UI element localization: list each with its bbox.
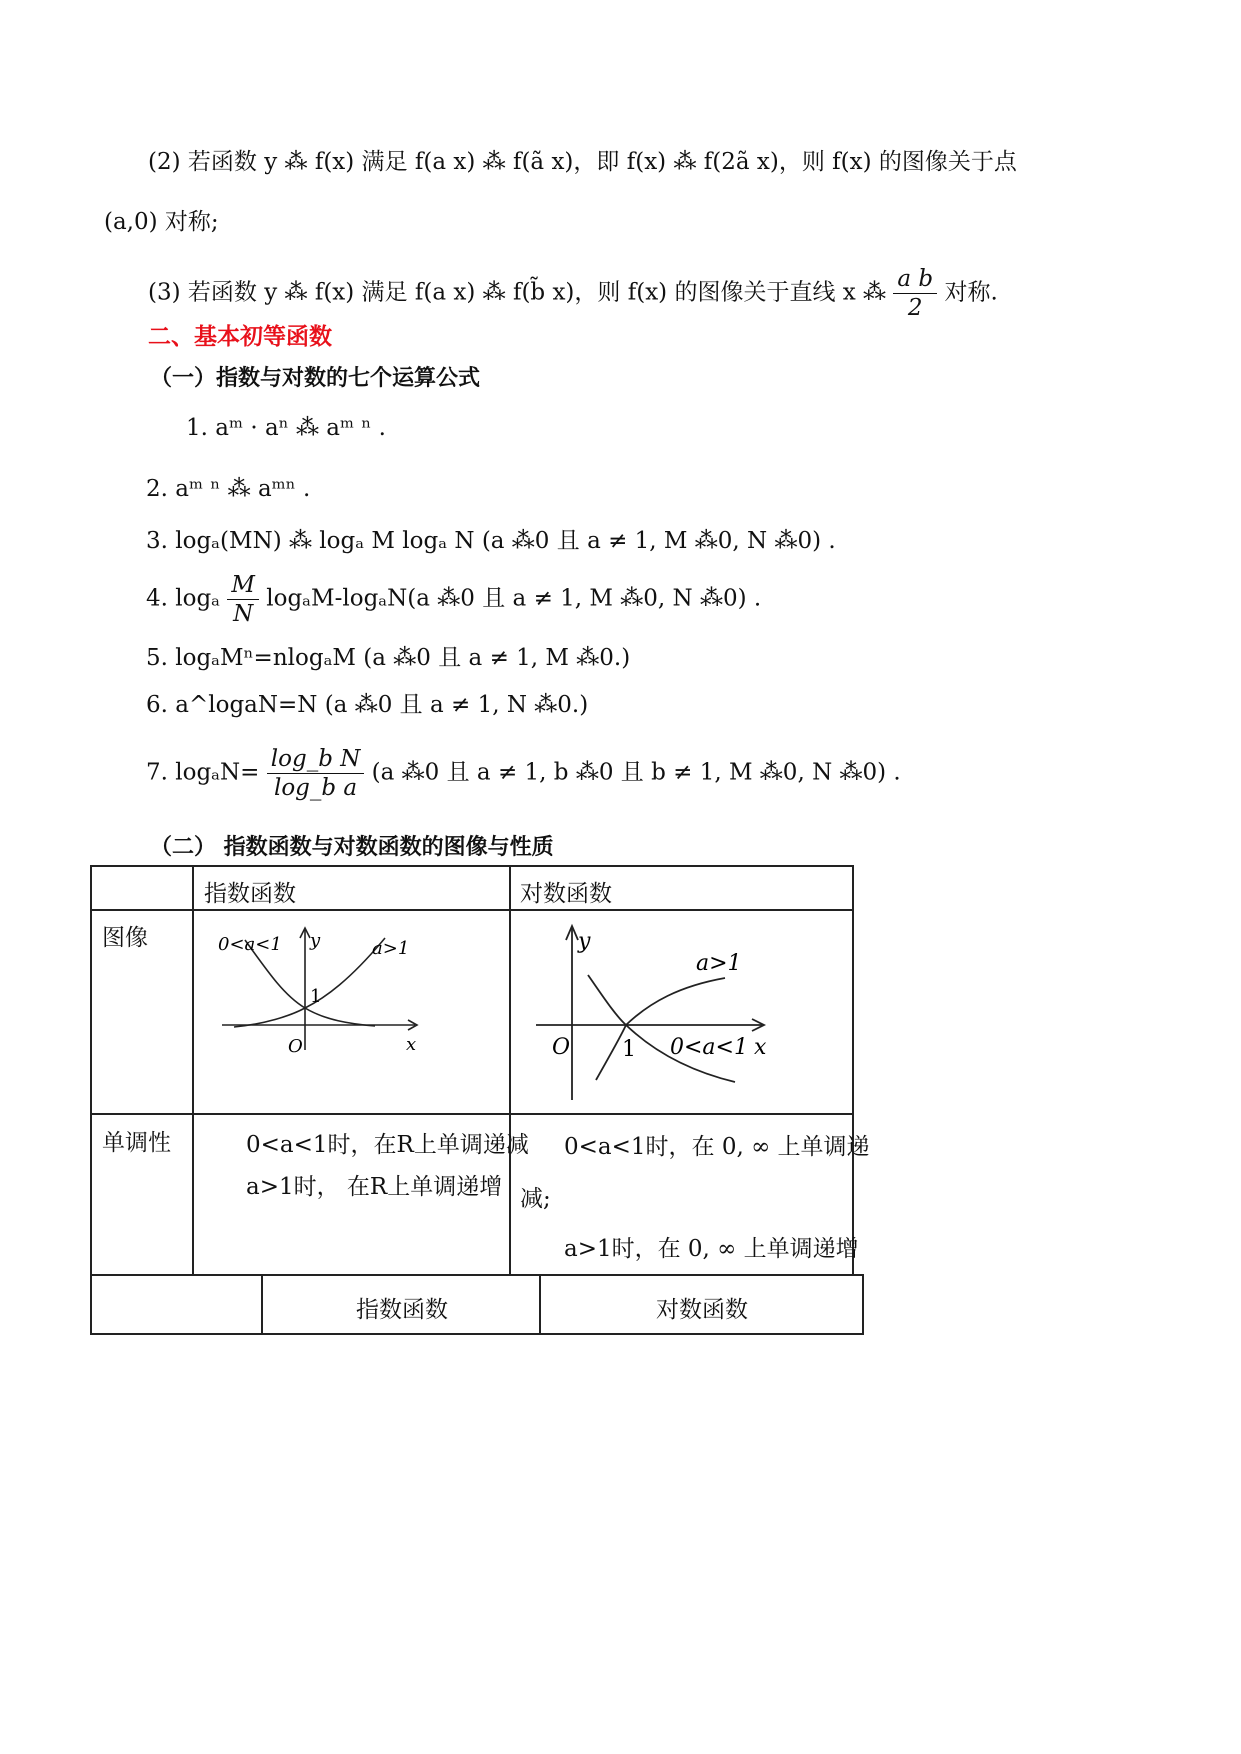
formula-7-fraction [267,745,365,802]
table-line [539,1274,541,1335]
label-x: x [754,1035,767,1060]
table-line [862,1274,864,1335]
formula-2: 2. aᵐ ⁿ ⁂ aᵐⁿ . [146,476,311,502]
table-line [90,909,853,911]
label-a-lt-1: 0<a<1 [218,934,282,955]
fraction-numerator: a b [893,265,937,294]
property-3-fraction [893,265,937,322]
formula-5: 5. logₐMⁿ=nlogₐM (a ⁂0 且 a ≠ 1, M ⁂0.) [146,645,631,671]
label-a-gt-1: a>1 [696,951,742,976]
formula-1: 1. aᵐ · aⁿ ⁂ aᵐ ⁿ . [186,415,386,441]
table-line [90,1274,864,1276]
subsection-title-1: （一）指数与对数的七个运算公式 [150,366,481,391]
header-exp: 指数函数 [204,881,296,907]
curve-a-lt-1 [588,975,735,1082]
section-title: 二、基本初等函数 [148,324,332,350]
table-line [90,1274,92,1335]
property-2-line-cont: (a,0) 对称; [104,209,219,235]
table-line [90,865,92,1275]
formula-4-lhs: 4. logₐ [146,585,221,612]
label-one: 1 [310,986,322,1007]
header-log: 对数函数 [520,881,612,907]
property-3-end: 对称. [944,279,998,306]
fraction-denominator: 2 [907,295,923,321]
row-label-monotonic: 单调性 [102,1130,171,1156]
fraction-numerator: log_b N [267,745,365,774]
table-line [261,1274,263,1335]
header-exp-2: 指数函数 [356,1297,448,1323]
property-3-text: (3) 若函数 y ⁂ f(x) 满足 f(a x) ⁂ f(b̃ x)，则 f(x) 的图像关于直线 x ⁂ [148,279,887,306]
fraction-denominator: log_b a [273,775,358,801]
table-line [509,865,511,1275]
formula-7-rhs: (a ⁂0 且 a ≠ 1, b ⁂0 且 b ≠ 1, M ⁂0, N ⁂0) . [371,759,901,786]
formula-7 [146,745,901,802]
formula-4 [146,571,761,628]
property-3-line [148,265,998,322]
table-line [90,1113,853,1115]
subsection-title-2: （二） 指数函数与对数函数的图像与性质 [150,835,554,860]
label-x: x [406,1034,417,1055]
log-mono-decreasing: 0<a<1时，在 0, ∞ 上单调递 [564,1134,870,1160]
formula-6: 6. a^logaN=N (a ⁂0 且 a ≠ 1, N ⁂0.) [146,692,589,718]
header-log-2: 对数函数 [656,1297,748,1323]
label-origin: O [552,1035,571,1060]
exp-mono-decreasing: 0<a<1时，在R上单调递减 [246,1132,529,1158]
curve-a-gt-1 [596,978,725,1080]
formula-7-lhs: 7. logₐN= [146,759,260,786]
log-function-graph [530,920,780,1105]
label-one: 1 [622,1037,636,1062]
table-line [852,865,854,1275]
label-a-gt-1: a>1 [372,938,410,959]
label-y: y [310,930,321,951]
table-line [90,1333,864,1335]
log-mono-decreasing-cont: 减; [520,1186,551,1212]
label-y: y [578,929,591,954]
fraction-numerator: M [227,571,259,600]
row-label-image: 图像 [102,925,148,951]
formula-4-rhs: logₐM-logₐN(a ⁂0 且 a ≠ 1, M ⁂0, N ⁂0) . [266,585,762,612]
exp-function-graph [210,920,430,1060]
table-line [90,865,853,867]
formula-4-fraction [227,571,259,628]
label-origin: O [288,1036,303,1057]
table-line [192,865,194,1275]
fraction-denominator: N [233,601,254,627]
formula-3: 3. logₐ(MN) ⁂ logₐ M logₐ N (a ⁂0 且 a ≠ 1, M ⁂0, N ⁂0) . [146,528,836,554]
log-mono-increasing: a>1时，在 0, ∞ 上单调递增 [564,1236,859,1262]
property-2-line: (2) 若函数 y ⁂ f(x) 满足 f(a x) ⁂ f(ã x)，即 f(x) ⁂ f(2ã x)，则 f(x) 的图像关于点 [148,149,1017,175]
label-a-lt-1: 0<a<1 [670,1035,748,1060]
exp-mono-increasing: a>1时， 在R上单调递增 [246,1174,503,1200]
